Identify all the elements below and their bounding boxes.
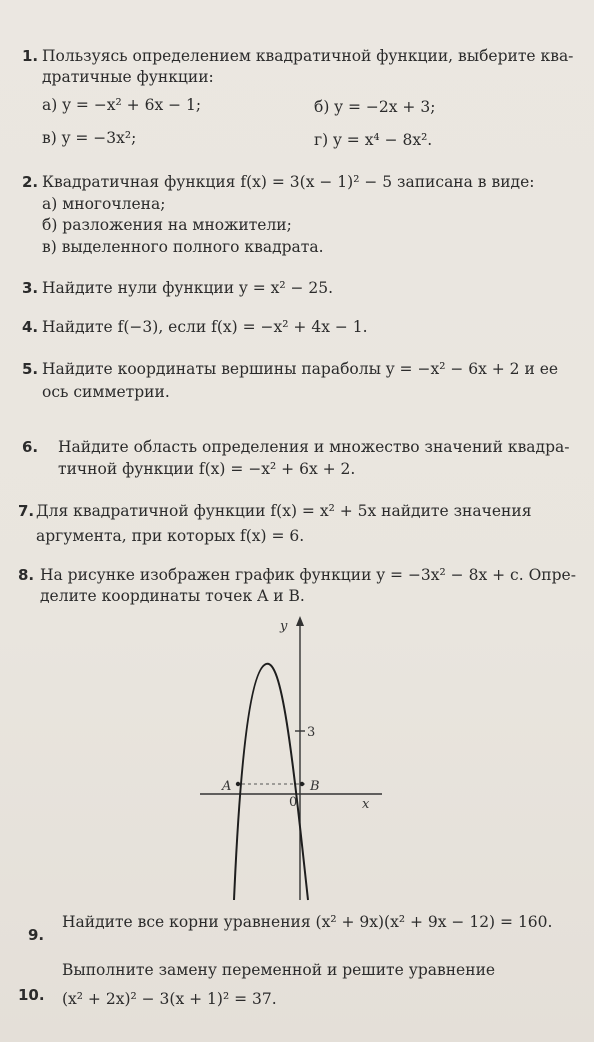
problem-4-text: Найдите f(−3), если f(x) = −x² + 4x − 1.: [42, 318, 368, 336]
problem-6-text-line1: Найдите область определения и множество значений квадра-: [58, 438, 570, 456]
y-axis-label: y: [280, 619, 288, 634]
problem-8-text-line2: делите координаты точек A и B.: [40, 587, 305, 605]
tick-label-3: 3: [307, 725, 316, 740]
parabola-graph: [196, 612, 386, 902]
problem-2-option-v: в) выделенного полного квадрата.: [42, 238, 324, 256]
problem-5-text-line1: Найдите координаты вершины параболы y = −x² − 6x + 2 и ее: [42, 360, 559, 378]
y-axis-arrow: [296, 616, 304, 626]
point-b: [300, 782, 304, 786]
problem-6-number: 6.: [22, 438, 39, 456]
problem-2-option-b: б) разложения на множители;: [42, 216, 292, 234]
problem-5-text-line2: ось симметрии.: [42, 383, 170, 401]
problem-10-text-line1: Выполните замену переменной и решите уравнение: [62, 961, 496, 979]
problem-2-option-a: а) многочлена;: [42, 195, 166, 213]
problem-7-text-line2: аргумента, при которых f(x) = 6.: [36, 527, 305, 545]
problem-1-text-line1: Пользуясь определением квадратичной функции, выберите ква-: [42, 47, 574, 65]
point-a: [236, 782, 240, 786]
problem-5-number: 5.: [22, 360, 39, 378]
problem-3-number: 3.: [22, 279, 39, 297]
problem-7-number: 7.: [18, 502, 35, 520]
problem-3-text: Найдите нули функции y = x² − 25.: [42, 279, 334, 297]
point-b-label: B: [310, 779, 320, 794]
problem-8-number: 8.: [18, 566, 35, 584]
parabola-curve: [234, 664, 308, 900]
problem-2-text: Квадратичная функция f(x) = 3(x − 1)² − 5 записана в виде:: [42, 173, 535, 191]
problem-10-number: 10.: [18, 986, 45, 1004]
problem-2-number: 2.: [22, 173, 39, 191]
problem-8-text-line1: На рисунке изображен график функции y = −3x² − 8x + c. Опре-: [40, 566, 576, 584]
problem-9-text: Найдите все корни уравнения (x² + 9x)(x² + 9x − 12) = 160.: [62, 913, 553, 931]
problem-1-option-v: в) y = −3x²;: [42, 129, 137, 147]
problem-1-option-b: б) y = −2x + 3;: [314, 98, 436, 116]
point-a-label: A: [222, 779, 232, 794]
problem-1-text-line2: дратичные функции:: [42, 68, 214, 86]
problem-10-text-line2: (x² + 2x)² − 3(x + 1)² = 37.: [62, 990, 277, 1008]
problem-1-number: 1.: [22, 47, 39, 65]
origin-label: 0: [289, 795, 298, 810]
problem-7-text-line1: Для квадратичной функции f(x) = x² + 5x найдите значения: [36, 502, 532, 520]
problem-1-option-a: а) y = −x² + 6x − 1;: [42, 96, 202, 114]
x-axis-label: x: [362, 797, 370, 812]
problem-6-text-line2: тичной функции f(x) = −x² + 6x + 2.: [58, 460, 356, 478]
problem-9-number: 9.: [28, 926, 45, 944]
problem-1-option-g: г) y = x⁴ − 8x².: [314, 131, 433, 149]
problem-4-number: 4.: [22, 318, 39, 336]
